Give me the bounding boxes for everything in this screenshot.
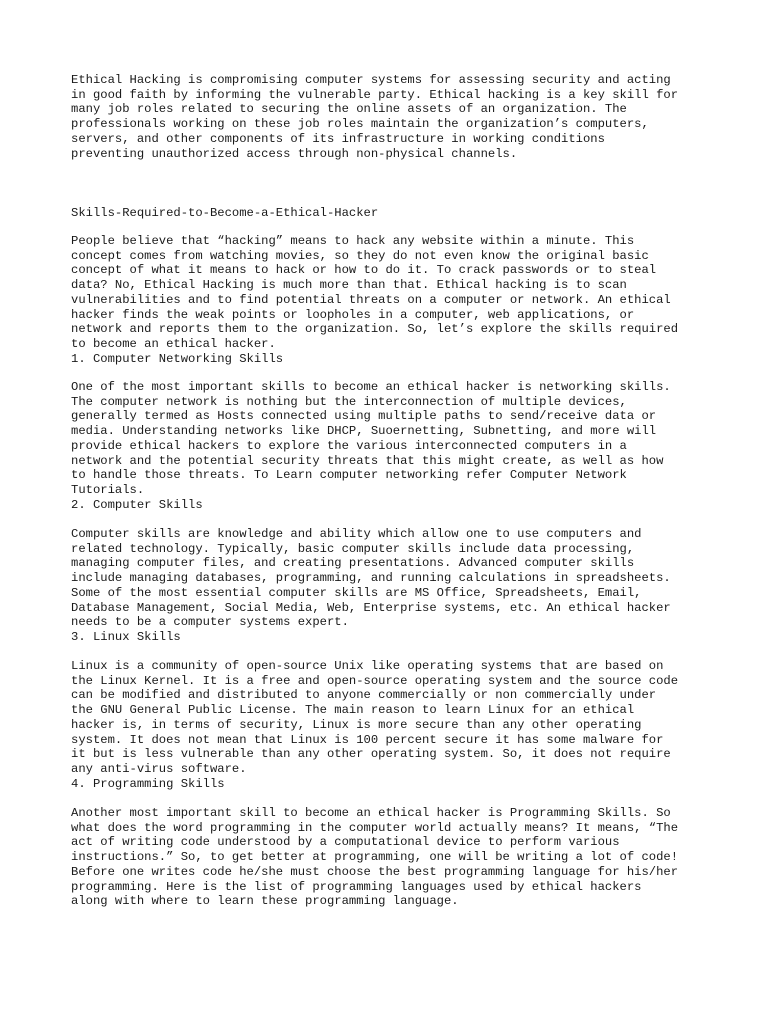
overview-paragraph: People believe that “hacking” means to hack any website within a minute. This concept comes from watching movies, so they do not even know the original basic concept of what it means to hack or how to do it. To crack passwords or to steal data? No, Ethical Hacking is much more than that. Ethical hacking is to scan vulnerabilities and to find potential threats on a computer or network. An ethical hacker finds the weak points or loopholes in a computer, web applications, or network and reports them to the organization. So, let’s explore the skills required to become an ethical hacker. 1. Computer Networking Skills: [71, 234, 679, 366]
computer-skills-paragraph: Computer skills are knowledge and ability which allow one to use computers and related technology. Typically, basic computer skills include data processing, managing computer files, and creating presentations. Advanced computer skills include managing databases, programming, and running calculations in spreadsheets. Some of the most essential computer skills are MS Office, Spreadsheets, Email, Database Management, Social Media, Web, Enterprise systems, etc. An ethical hacker needs to be a computer systems expert. 3. Linux Skills: [71, 527, 671, 644]
section-title: Skills-Required-to-Become-a-Ethical-Hacker: [71, 206, 379, 220]
intro-paragraph: Ethical Hacking is compromising computer systems for assessing security and acting in good faith by informing the vulnerable party. Ethical hacking is a key skill for many job roles related to securing the online assets of an organization. The professionals working on these job roles maintain the organization’s computers, servers, and other components of its infrastructure in working conditions preventing unauthorized access through non-physical channels.: [71, 73, 679, 161]
linux-skills-paragraph: Linux is a community of open-source Unix like operating systems that are based on the Linux Kernel. It is a free and open-source operating system and the source code can be modified and distributed to anyone commercially or non commercially under the GNU General Public License. The main reason to learn Linux for an ethical hacker is, in terms of security, Linux is more secure than any other operating system. It does not mean that Linux is 100 percent secure it has some malware for it but is less vulnerable than any other operating system. So, it does not require any anti-virus software. 4. Programming Skills: [71, 659, 679, 791]
programming-skills-paragraph: Another most important skill to become an ethical hacker is Programming Skills. So what does the word programming in the computer world actually means? It means, “The act of writing code understood by a computational device to perform various instructions.” So, to get better at programming, one will be writing a lot of code! Before one writes code he/she must choose the best programming language for his/her programming. Here is the list of programming languages used by ethical hackers along with where to learn these programming language.: [71, 806, 679, 909]
networking-skills-paragraph: One of the most important skills to become an ethical hacker is networking skills. The computer network is nothing but the interconnection of multiple devices, generally termed as Hosts connected using multiple paths to send/receive data or media. Understanding networks like DHCP, Suoernetting, Subnetting, and more will provide ethical hackers to explore the various interconnected computers in a network and the potential security threats that this might create, as well as how to handle those threats. To Learn computer networking refer Computer Network Tutorials. 2. Computer Skills: [71, 380, 671, 512]
